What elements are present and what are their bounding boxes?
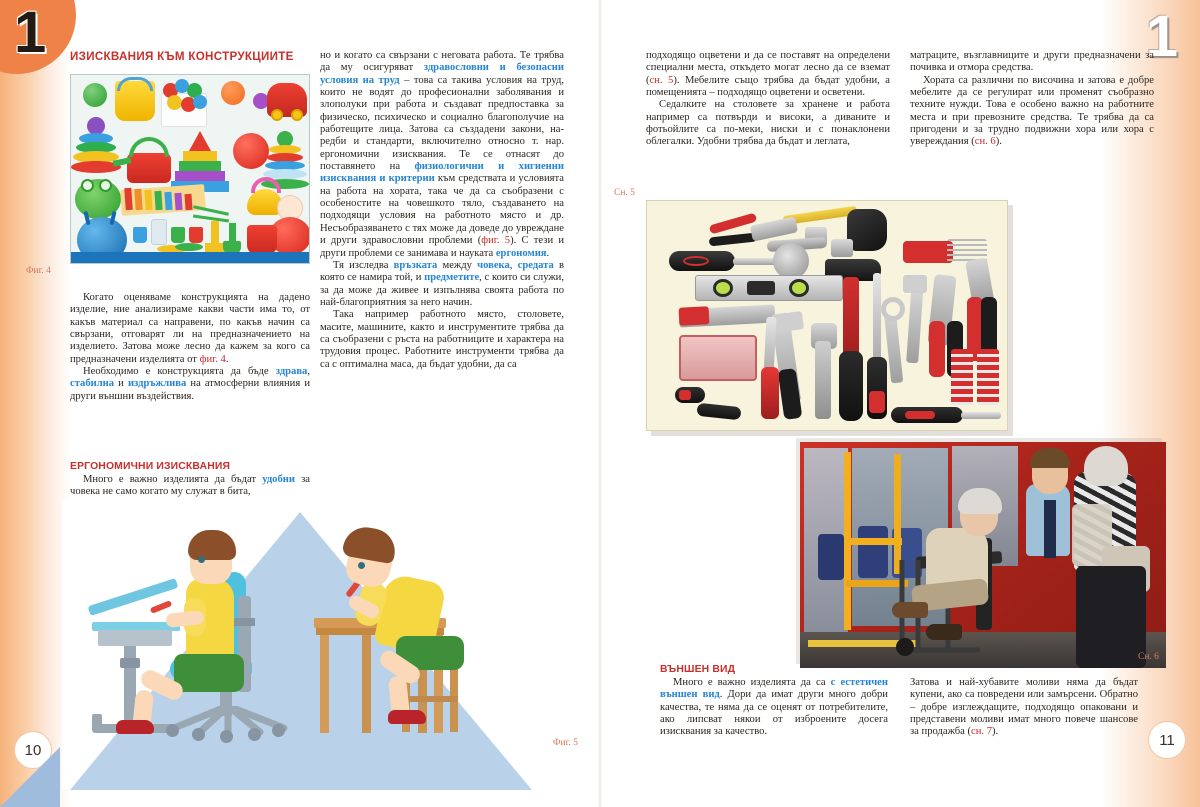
right-column-1 bbox=[646, 50, 890, 149]
toy-ball-orange bbox=[221, 81, 245, 105]
chair-caster-5 bbox=[272, 724, 285, 737]
toy-cone-top bbox=[189, 131, 211, 151]
toy-xylo-bar-6 bbox=[174, 193, 182, 210]
toy-pitcher bbox=[151, 219, 167, 245]
toy-spiky-ball bbox=[233, 133, 269, 169]
tool-stubby-red-accent bbox=[679, 390, 691, 400]
toy-bucket-red bbox=[247, 225, 277, 255]
tool-screwdriver-handle-ring bbox=[683, 256, 709, 266]
tool-utility-knife-grip bbox=[679, 306, 710, 326]
tool-wrench-open-end bbox=[903, 275, 927, 293]
section-heading-appearance: ВЪНШЕН ВИД bbox=[660, 664, 736, 675]
wheelchair-caster bbox=[896, 638, 914, 656]
section-heading-ergonomic-requirements: ЕРГОНОМИЧНИ ИЗИСКВАНИЯ bbox=[70, 461, 231, 472]
paragraph-aesthetic-appearance: Много е важно изделията да са с естетичен външен вид. Дори да имат други много добри качества, те няма да се оценят от потребителите, ако липсват някои от изброените досега изисквания за качество. bbox=[660, 677, 888, 738]
tool-screwdriver-bottom-shaft bbox=[961, 412, 1001, 419]
tool-level-vial-2 bbox=[789, 279, 809, 297]
tool-hex-key-holder bbox=[903, 241, 953, 263]
tool-drill-bit-case bbox=[679, 335, 757, 381]
tool-wrench-ring-end-1 bbox=[881, 297, 905, 321]
toy-cup-red bbox=[189, 227, 203, 243]
paragraph-adjustable-furniture: Хората са различни по височина и затова е добре мебелите да се регулират или променят съобразно техните нужди. Това е особено важно на работните места и при превозните средства. Те трябва да са пригодени и за трудно подвижни хора или хора с увереждания (сн. 6). bbox=[910, 74, 1154, 148]
chair-caster-1 bbox=[166, 724, 179, 737]
bus-seat-3 bbox=[818, 534, 844, 580]
table-leg-1 bbox=[320, 635, 329, 733]
right-bottom-column-2 bbox=[910, 677, 1138, 739]
toy-xylo-bar-2 bbox=[134, 189, 142, 210]
figure-4-toys-photo bbox=[70, 74, 310, 264]
woman-skirt bbox=[1076, 566, 1146, 668]
chapter-number-right: 1 bbox=[1145, 4, 1178, 69]
toy-ball-blue-2 bbox=[193, 95, 207, 109]
chair-caster-2 bbox=[192, 728, 205, 741]
toy-plate-green bbox=[175, 243, 203, 251]
tool-stubby-screwdriver-2 bbox=[696, 403, 741, 421]
photo-6-caption: Сн. 6 bbox=[1138, 652, 1159, 662]
tool-bit-strip-2 bbox=[977, 349, 999, 405]
toy-cup-blue bbox=[133, 227, 147, 243]
paragraph-mattresses: матраците, възглавниците и други предназначени за почивка и отмора средства. bbox=[910, 50, 1154, 74]
paragraph-ergonomics-intro: Много е важно изделията да бъдат удобни за човека не само когато му служат в бита, bbox=[70, 474, 310, 498]
boy-slouch-shoe bbox=[388, 710, 426, 724]
man-shoe-1 bbox=[892, 602, 928, 618]
tool-tape-measure-case bbox=[847, 209, 887, 251]
tool-ratchet-head bbox=[773, 243, 809, 279]
chair-caster-3 bbox=[220, 730, 233, 743]
toy-frog-eye-2 bbox=[99, 179, 112, 192]
tool-screwdriver-shaft-long bbox=[873, 273, 881, 365]
tool-screwdriver-handle-red bbox=[761, 367, 779, 419]
toy-frog-eye-1 bbox=[81, 179, 94, 192]
toy-xylo-bar-7 bbox=[184, 194, 192, 210]
toy-xylo-bar-4 bbox=[154, 191, 162, 210]
page-number-right: 11 bbox=[1148, 721, 1186, 759]
paragraph-tool-placement: подходящо оцветени и да се поставят на определени специални места, откъдето могат лесно да се вземат (сн. 5). Мебелите също трябва да бъдат удобни, а помещенията – подходящо оцветени и осветени. bbox=[646, 50, 890, 99]
page-title: ИЗИСКВАНИЯ КЪМ КОНСТРУКЦИИТЕ bbox=[70, 50, 294, 63]
chair-caster-4 bbox=[248, 728, 261, 741]
toy-cup-green bbox=[171, 227, 185, 243]
photo-6-wheelchair-bus-boarding bbox=[800, 442, 1166, 668]
toy-ball-green bbox=[83, 83, 107, 107]
tool-level-vial-center bbox=[747, 281, 775, 295]
toy-watering-can-handle bbox=[129, 137, 169, 157]
photo-5-hand-tools bbox=[646, 200, 1008, 431]
tool-level-vial-1 bbox=[713, 279, 733, 297]
table-leg-2 bbox=[362, 635, 371, 733]
bus-seat-1 bbox=[858, 526, 888, 578]
left-column-1-continued bbox=[70, 474, 310, 499]
paragraph-ergonomics-definition: Тя изследва връзката между човека, средата в която се намира той, и предметите, с които си служи, за да може да живее и изпълнява своята работа по най-благоприятния за него начин. bbox=[320, 259, 564, 308]
toy-watering-can-body bbox=[127, 153, 171, 183]
driver-tie bbox=[1044, 500, 1056, 558]
left-column-1 bbox=[70, 292, 310, 403]
paragraph-pencils-example: Затова и най-хубавите моливи няма да бъдат купени, ако са повредени или замърсени. Обратно – добре изглеждащите, подходящо опаковани и представени моливи имат много повече шансове за продажба (сн. 7). bbox=[910, 677, 1138, 738]
tool-socket-2 bbox=[831, 239, 853, 257]
chapter-number-left: 1 bbox=[14, 0, 47, 65]
tool-screwdriver-red-band bbox=[869, 391, 885, 413]
paragraph-construction-quality: Необходимо е конструкцията да бъде здрава, стабилна и издръжлива на атмосферни влияния и други външни въздействия. bbox=[70, 366, 310, 402]
toy-xylo-bar-5 bbox=[164, 192, 172, 210]
boy-correct-shorts bbox=[174, 654, 244, 692]
tool-adjustable-wrench-grip bbox=[778, 368, 803, 420]
figure-4-caption: Фиг. 4 bbox=[26, 266, 51, 276]
man-shoe-2 bbox=[926, 624, 962, 640]
tool-hammer-grip bbox=[839, 351, 863, 421]
corner-wedge-decoration bbox=[0, 747, 60, 807]
boy-correct-eye bbox=[198, 556, 205, 563]
paragraph-safe-work-conditions: но и когато са свързани с неговата работа. Те трябва да му осигуряват здравословни и безопасни условия на труд – това са такива условия на труд, които не водят до професионални заболявания и злополуки при работа и създават предпоставка за физическо, психическо и социално благополучие на работещите лица. Затова са създадени закони, наредби и стандарти, включително относно т. нар. ергономични изисквания. Те се отнасят до поставянето на физиологични и хигиенни изисквания и критерии към средствата и условията на работа на хората, така че да са съобразени с особеностите на човешкото тяло, създаването на подходящи условия на работното място и др. Несъобразяването с тях може да доведе до увреждане и други здравословни проблеми (фиг. 5). С тези и други проблеми се занимава и науката ергономия. bbox=[320, 50, 565, 259]
woman-hair bbox=[1084, 446, 1128, 486]
boy-correct-shoe bbox=[116, 720, 154, 734]
page-number-left: 10 bbox=[14, 731, 52, 769]
boy-slouch-eye bbox=[358, 562, 365, 569]
toy-xylo-bar-3 bbox=[144, 190, 152, 210]
figure-5-caption: Фиг. 5 bbox=[553, 738, 578, 748]
stool-stretcher bbox=[400, 696, 458, 702]
left-page-edge-wash bbox=[0, 0, 70, 807]
right-bottom-column-1 bbox=[660, 677, 888, 739]
toy-car-wheel-2 bbox=[291, 109, 303, 121]
paragraph-toys-analysis: Когато оценяваме конструкцията на дадено изделие, ние анализираме какви части има то, от какъв материал са направени, по какъв начин са свързани, отговарят ли на предназначението на изделието. Затова може лесно да кажем за кого са предназначени изделията от фиг. 4. bbox=[70, 292, 310, 365]
toy-ball-yellow bbox=[167, 95, 182, 110]
desk-height-adjuster bbox=[120, 658, 140, 668]
tool-locking-pliers-handle bbox=[815, 341, 831, 419]
tool-bit-strip-1 bbox=[951, 349, 973, 405]
toy-xylo-bar-1 bbox=[124, 188, 133, 210]
tool-water-pump-grip-1 bbox=[929, 321, 945, 377]
figure-4-blue-bar bbox=[71, 252, 309, 263]
tool-combination-wrench-2 bbox=[906, 281, 924, 364]
right-column-2 bbox=[910, 50, 1154, 149]
man-hair bbox=[958, 488, 1002, 514]
tool-long-nose-pliers-jaw bbox=[750, 216, 798, 241]
driver-hair bbox=[1030, 448, 1070, 468]
boy-correct-hair bbox=[188, 530, 236, 560]
toy-bucket-handle bbox=[117, 77, 153, 91]
paragraph-seats-and-sofas: Седалките на столовете за хранене и работа например са потвърди и високи, а диваните и фотьойлите са по-меки, ниски и с понаклонени облегалки. Удобни трябва да бъдат и леглата, bbox=[646, 99, 890, 148]
bus-grab-rail-horizontal bbox=[846, 538, 902, 545]
spread-gutter bbox=[598, 0, 602, 807]
paragraph-workplace-tools: Така например работното място, столовете, масите, машините, както и инструментите трябва да са съобразени с ръста на работниците и характера на трудовия процес. Работните инструменти трябва да са с оптимална маса, да бъдат удобни, да са bbox=[320, 309, 564, 370]
toy-xylophone-body bbox=[120, 184, 206, 216]
figure-5-posture-illustration bbox=[62, 500, 532, 790]
chair-back-clamp bbox=[234, 618, 255, 626]
tool-adjustable-wrench-jaw bbox=[772, 311, 804, 333]
left-column-2 bbox=[320, 50, 564, 371]
desk-drawer bbox=[98, 630, 172, 646]
tool-pliers-handle-2 bbox=[709, 233, 758, 247]
toy-car-wheel-1 bbox=[271, 109, 283, 121]
photo-5-caption: Сн. 5 bbox=[614, 188, 635, 198]
tool-screwdriver-bottom-accent bbox=[905, 411, 935, 419]
desk-foot-left bbox=[92, 714, 102, 730]
